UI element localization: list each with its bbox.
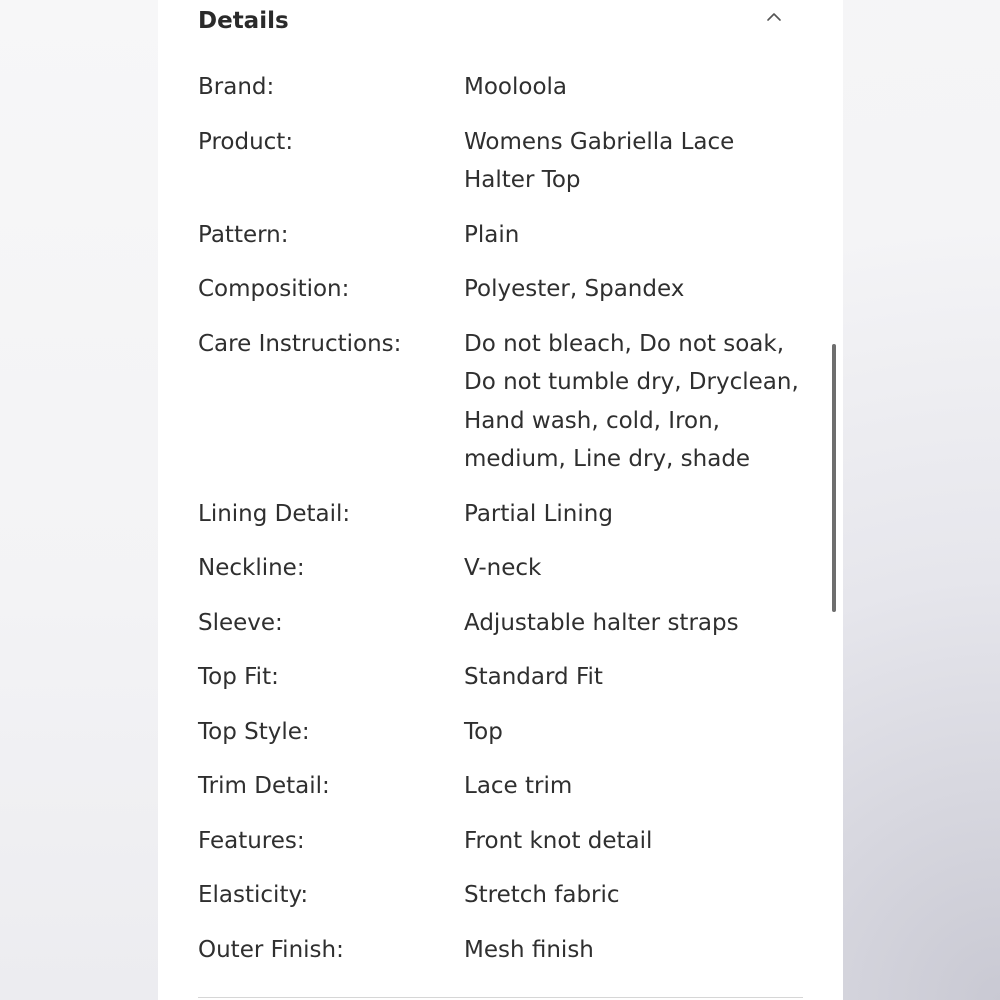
detail-value: V-neck: [464, 555, 542, 581]
detail-row-product: [198, 123, 803, 200]
detail-value: Mesh finish: [464, 936, 594, 963]
detail-row-outer-finish: [198, 931, 803, 970]
detail-row-brand: [198, 68, 803, 107]
detail-label: Lining Detail:: [198, 500, 351, 527]
details-title: Details: [198, 8, 289, 34]
detail-row-top-fit: [198, 658, 803, 697]
scrollbar[interactable]: [832, 344, 836, 612]
detail-value: Plain: [464, 221, 520, 248]
detail-label: Top Style:: [198, 718, 310, 745]
detail-value: Polyester, Spandex: [464, 276, 685, 302]
detail-label: Trim Detail:: [198, 773, 330, 799]
detail-label: Pattern:: [198, 221, 289, 248]
detail-row-composition: [198, 270, 803, 309]
detail-label: Features:: [198, 827, 305, 854]
detail-row-pattern: [198, 216, 803, 255]
detail-row-lining-detail: [198, 495, 803, 534]
detail-label: Sleeve:: [198, 609, 283, 636]
detail-value: Front knot detail: [464, 827, 653, 854]
detail-row-trim-detail: [198, 767, 803, 806]
section-divider: [198, 997, 803, 998]
page-background: [0, 0, 158, 1000]
detail-row-sleeve: [198, 604, 803, 643]
detail-label: Outer Finish:: [198, 936, 344, 963]
details-header[interactable]: [198, 0, 803, 45]
chevron-up-icon[interactable]: [765, 8, 783, 26]
detail-row-neckline: [198, 549, 803, 588]
detail-row-features: [198, 822, 803, 861]
detail-label: Brand:: [198, 74, 275, 100]
detail-value: Adjustable halter straps: [464, 609, 739, 636]
detail-label: Care Instructions:: [198, 330, 402, 357]
detail-label: Product:: [198, 128, 294, 155]
detail-value: Top: [464, 718, 503, 745]
detail-value: Mooloola: [464, 74, 568, 100]
detail-value: Do not bleach, Do not soak, Do not tumble dry, Dryclean, Hand wash, cold, Iron, medium, Line dry, shade: [464, 330, 799, 472]
details-list: [198, 68, 803, 985]
detail-label: Top Fit:: [198, 664, 279, 690]
detail-value: Partial Lining: [464, 500, 613, 527]
detail-label: Composition:: [198, 276, 350, 302]
detail-label: Neckline:: [198, 555, 305, 581]
detail-row-elasticity: [198, 876, 803, 915]
detail-row-top-style: [198, 713, 803, 752]
detail-value: Stretch fabric: [464, 882, 620, 908]
detail-value: Lace trim: [464, 773, 573, 799]
detail-row-care-instructions: [198, 325, 803, 479]
detail-value: Womens Gabriella Lace Halter Top: [464, 128, 735, 193]
detail-label: Elasticity:: [198, 882, 309, 908]
detail-value: Standard Fit: [464, 664, 603, 690]
details-panel: [158, 0, 843, 1000]
